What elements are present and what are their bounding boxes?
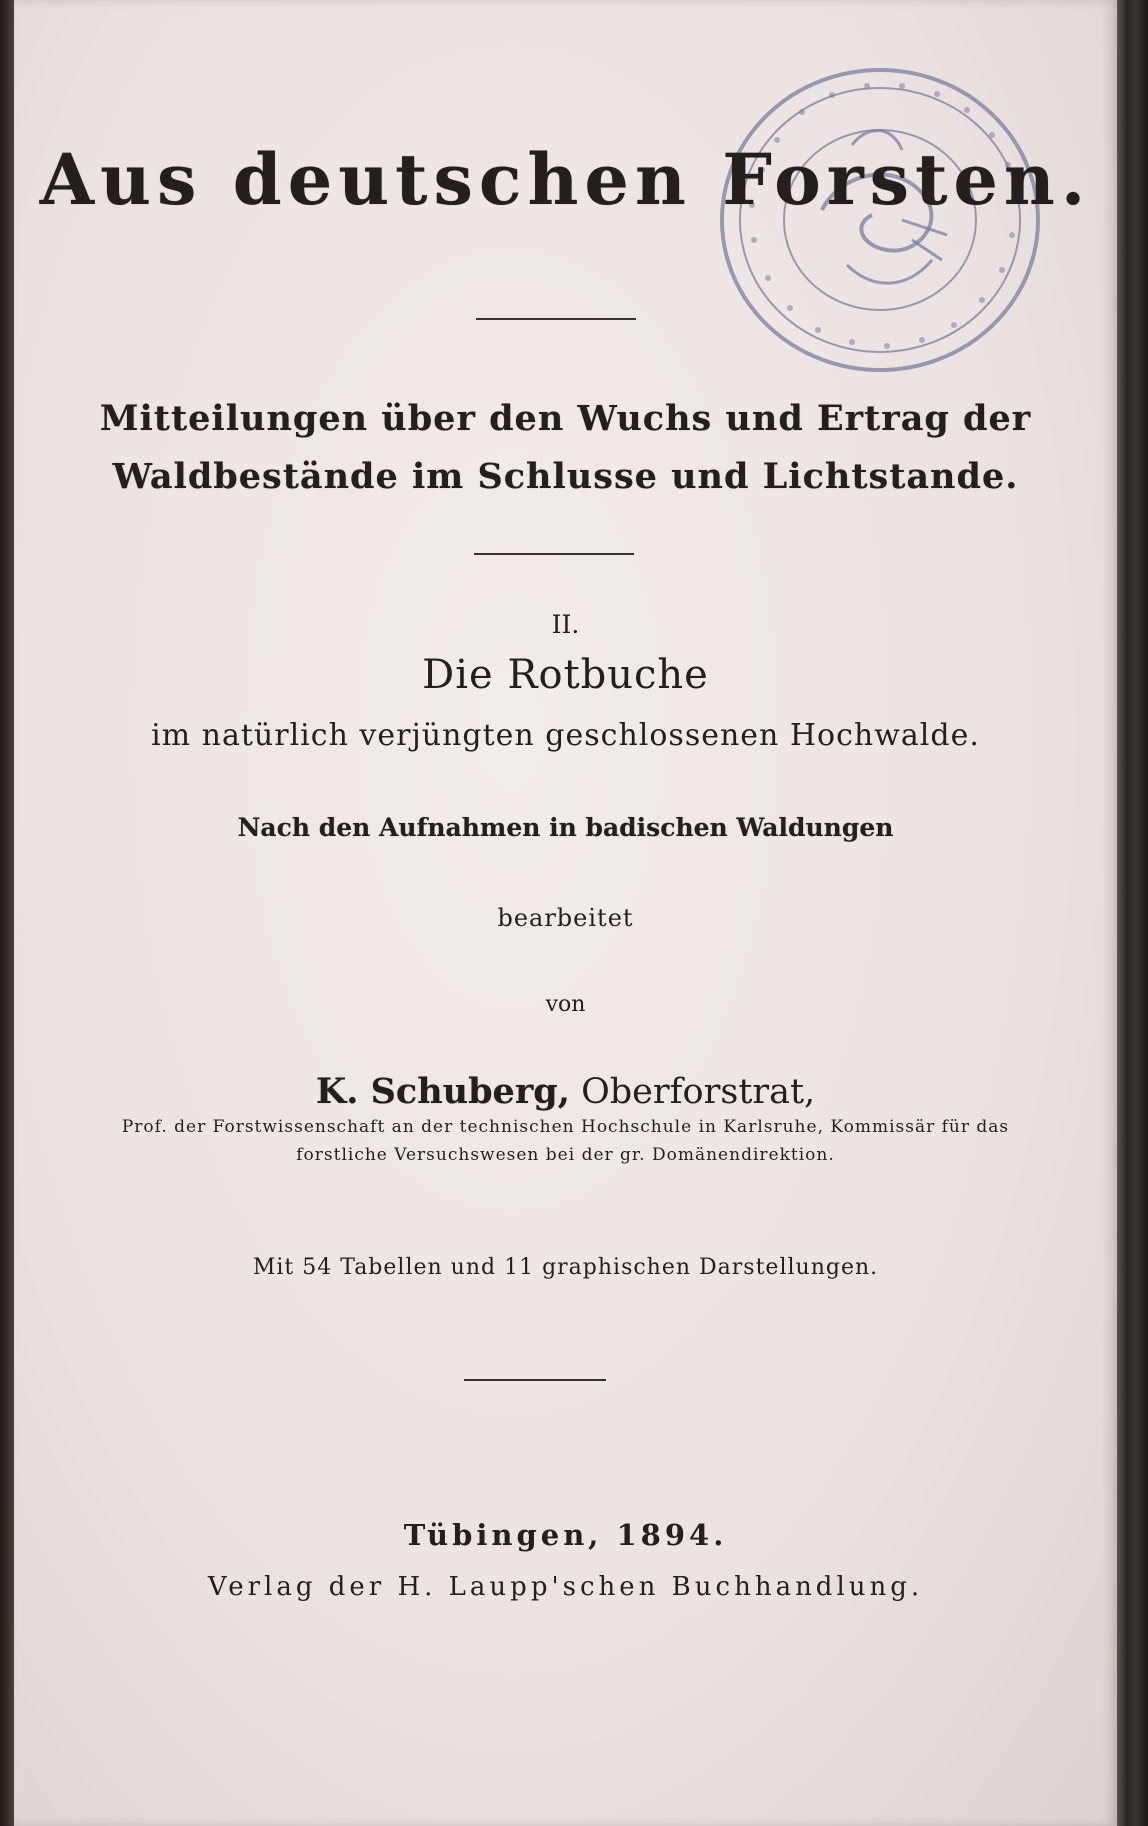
divider-rule [476, 318, 636, 320]
divider-rule [474, 553, 634, 555]
book-title: Aus deutschen Forsten. [39, 138, 1092, 221]
affiliation-line-2: forstliche Versuchswesen bei der gr. Domänendirektion. [296, 1145, 835, 1165]
author-name: K. Schuberg, [315, 1071, 570, 1112]
author-line [14, 1071, 1117, 1112]
affiliation-line-1: Prof. der Forstwissenschaft an der technischen Hochschule in Karlsruhe, Kommissär für das [121, 1117, 1010, 1137]
extras-note: Mit 54 Tabellen und 11 graphischen Darstellungen. [252, 1255, 879, 1280]
edited-label: bearbeitet [497, 904, 634, 932]
subtitle-line-2: Waldbestände im Schlusse und Lichtstande. [112, 456, 1019, 497]
volume-heading-sub: im natürlich verjüngten geschlossenen Hochwalde. [151, 718, 980, 753]
title-page [14, 0, 1117, 1826]
imprint-place-year: Tübingen, 1894. [403, 1518, 728, 1552]
subtitle-line-1: Mitteilungen über den Wuchs und Ertrag der [99, 398, 1032, 439]
by-label: von [545, 992, 586, 1017]
divider-rule [464, 1379, 606, 1381]
basis-line: Nach den Aufnahmen in badischen Waldungen [237, 813, 894, 842]
volume-number: II. [551, 610, 580, 639]
volume-heading: Die Rotbuche [422, 652, 709, 698]
imprint-publisher: Verlag der H. Laupp'schen Buchhandlung. [207, 1572, 924, 1602]
book-left-edge [0, 0, 14, 1826]
book-spine [1117, 0, 1148, 1826]
author-role: Oberforstrat, [581, 1072, 816, 1112]
